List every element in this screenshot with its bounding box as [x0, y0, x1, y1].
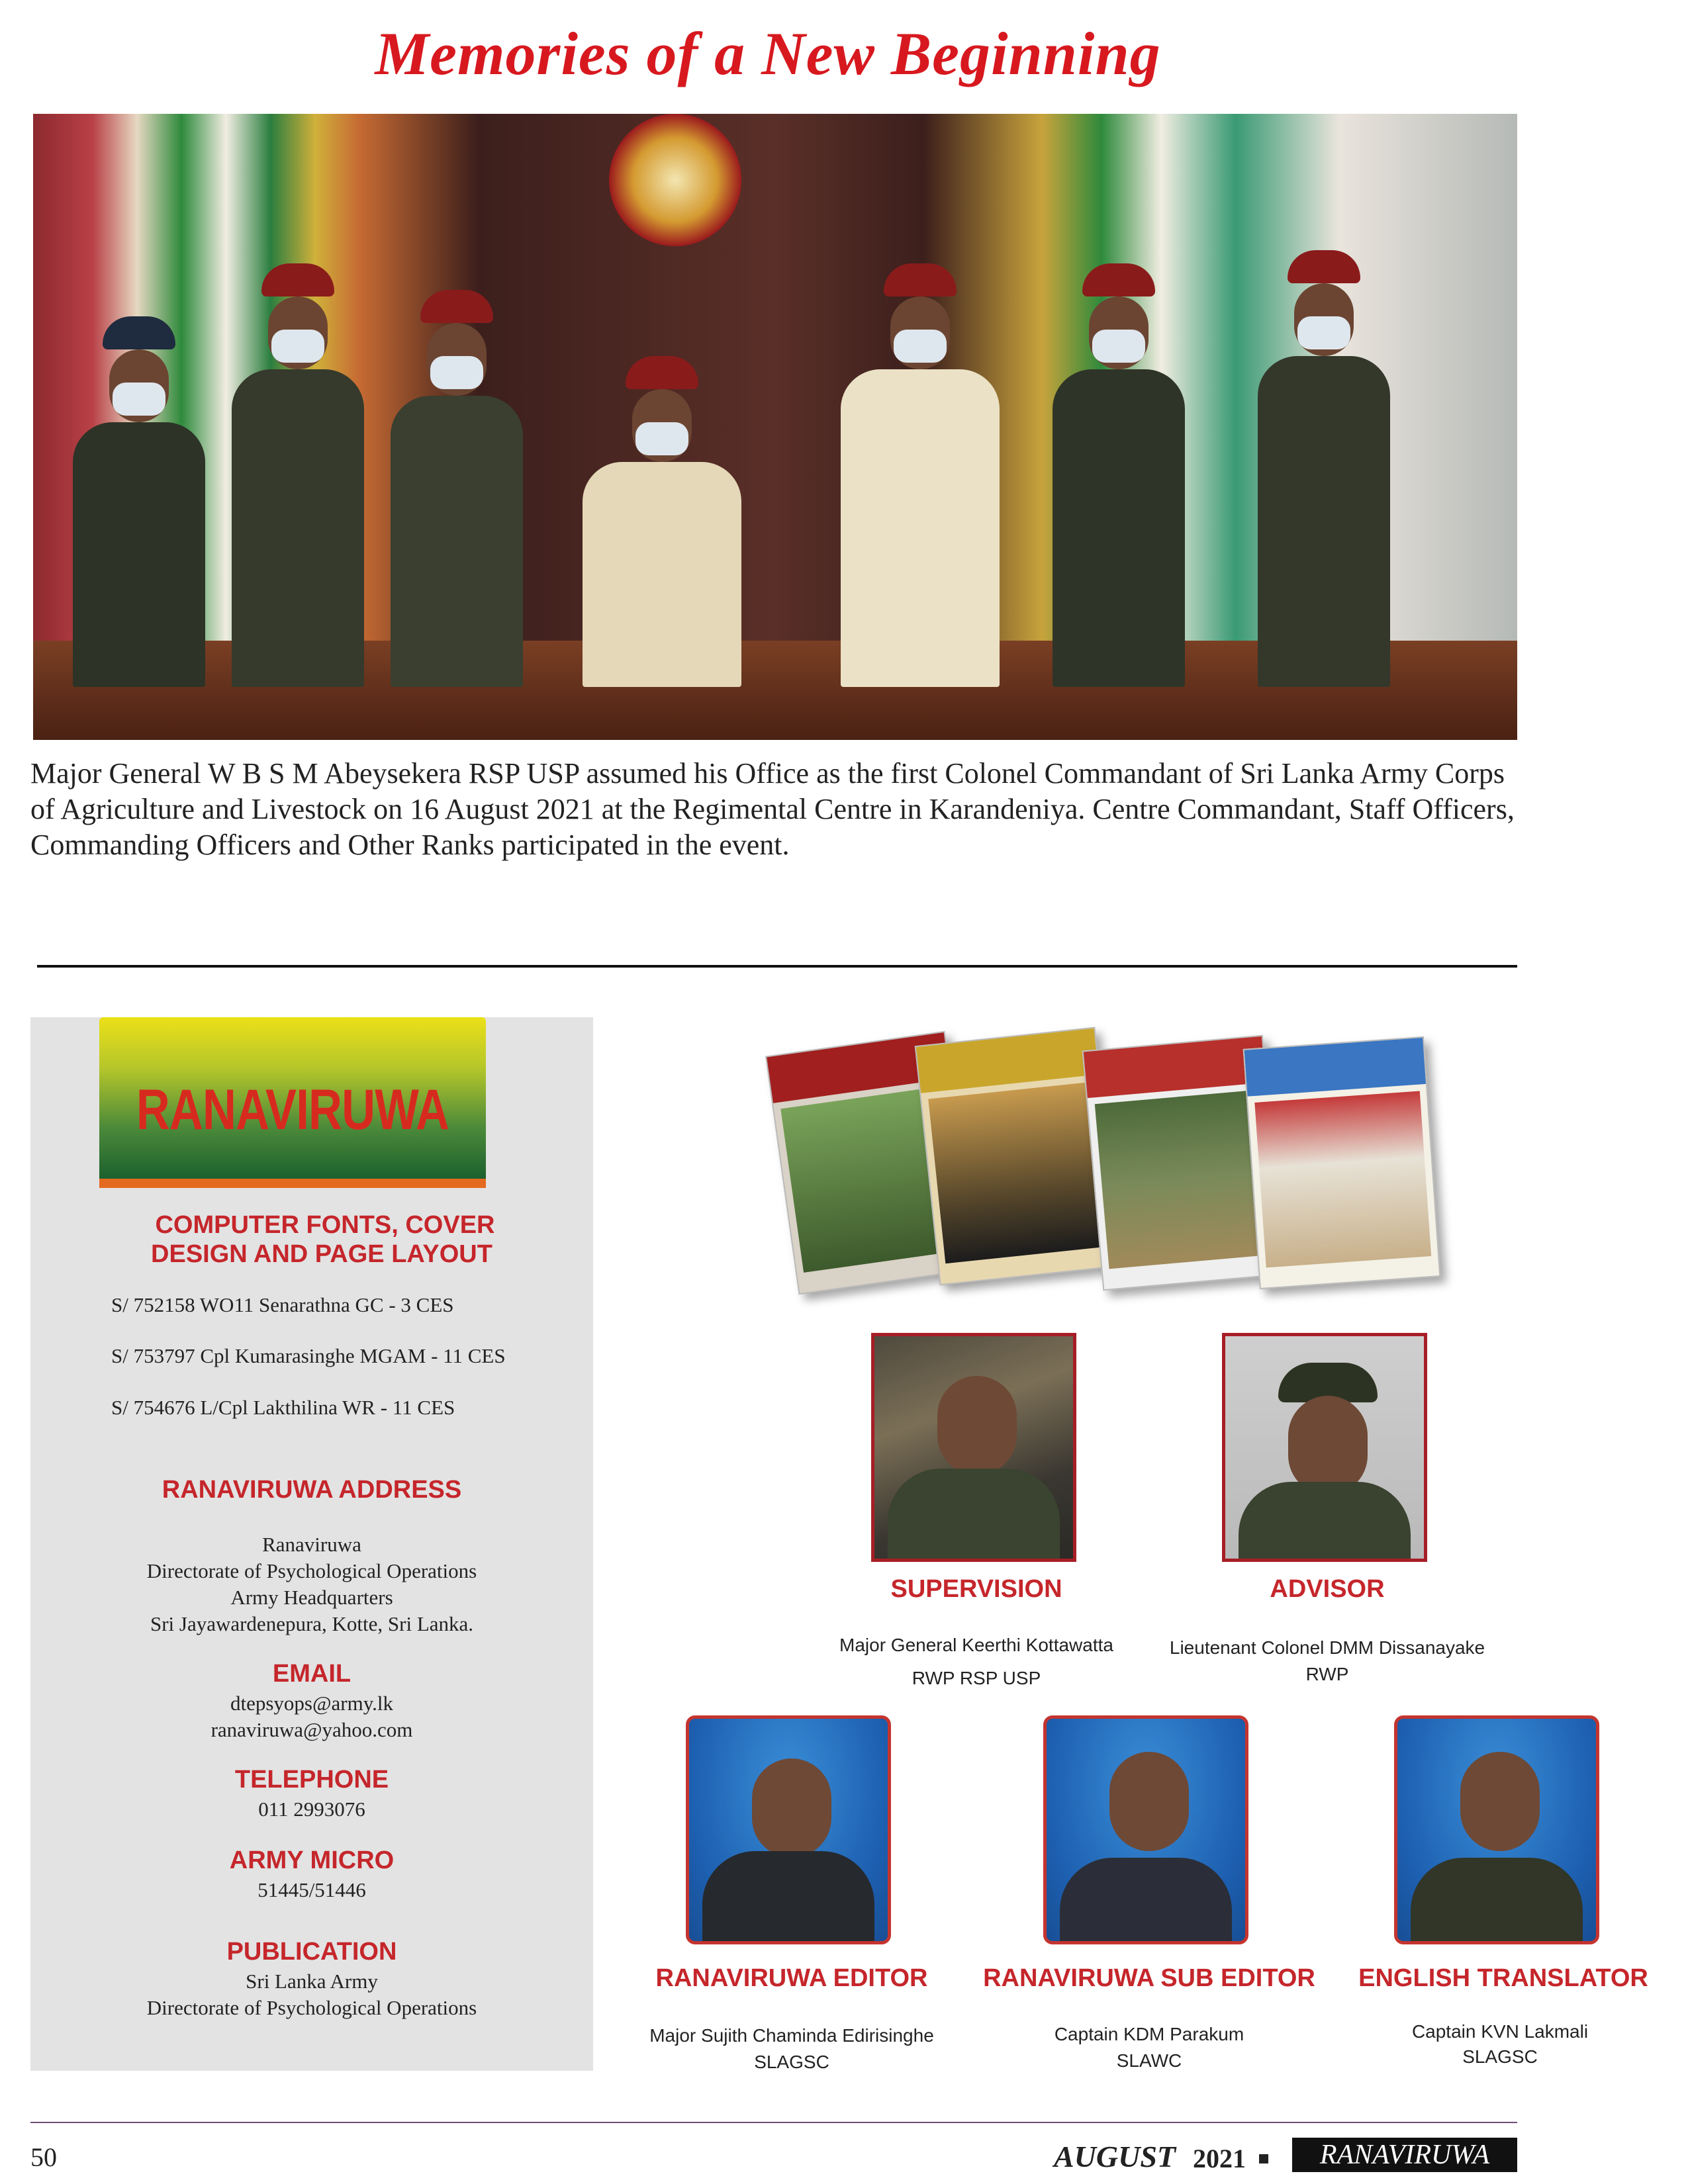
address-line: Army Headquarters	[230, 1586, 393, 1609]
credits-heading-line2: DESIGN AND PAGE LAYOUT	[151, 1240, 492, 1268]
logo-underline	[99, 1179, 486, 1188]
email-address[interactable]: dtepsyops@army.lk	[230, 1692, 394, 1715]
address-heading: RANAVIRUWA ADDRESS	[162, 1476, 462, 1504]
army-micro-heading: ARMY MICRO	[229, 1846, 395, 1874]
officer-figure	[391, 290, 523, 687]
photo-caption: Major General W B S M Abeysekera RSP USP assumed his Office as the first Colonel Commandant of Sri Lanka Army Corps of Agriculture and Livestock on 16 August 2021 at the Regimental Centre in Karandeniya. Centre Commandant, Staff Officers, Commanding Officers and Other Ranks participated in the event.	[30, 757, 1515, 861]
section-divider	[37, 965, 1517, 968]
army-micro-number: 51445/51446	[258, 1878, 366, 1901]
officer-figure	[1053, 263, 1185, 687]
supervisor-portrait	[871, 1333, 1076, 1562]
officer-figure	[232, 263, 364, 687]
staff-name-suffix: SLAGSC	[1462, 2046, 1538, 2067]
staff-name: Captain KDM Parakum	[1054, 2024, 1244, 2044]
square-bullet-icon	[1259, 2154, 1268, 2163]
staff-name-suffix: SLAWC	[1116, 2050, 1182, 2071]
publication-line: Directorate of Psychological Operations	[146, 1996, 477, 2019]
staff-name-suffix: SLAGSC	[754, 2052, 829, 2072]
staff-name: Major General Keerthi Kottawatta	[839, 1635, 1113, 1655]
staff-name: Lieutenant Colonel DMM Dissanayake	[1169, 1637, 1485, 1658]
address-line: Ranaviruwa	[262, 1533, 361, 1556]
role-title: RANAVIRUWA SUB EDITOR	[983, 1964, 1315, 1992]
footer-brand: RANAVIRUWA	[1292, 2138, 1517, 2172]
crest-emblem	[609, 114, 741, 246]
translator-portrait	[1394, 1715, 1599, 1944]
footer-divider	[30, 2122, 1517, 2123]
email-address[interactable]: ranaviruwa@yahoo.com	[211, 1718, 413, 1741]
officer-figure	[583, 356, 741, 687]
telephone-heading: TELEPHONE	[234, 1766, 389, 1794]
staff-name-suffix: RWP RSP USP	[912, 1668, 1041, 1688]
address-line: Directorate of Psychological Operations	[146, 1559, 477, 1582]
officer-figure	[73, 316, 205, 687]
advisor-portrait	[1222, 1333, 1427, 1562]
role-title: RANAVIRUWA EDITOR	[655, 1964, 928, 1992]
staff-name: Major Sujith Chaminda Edirisinghe	[649, 2025, 934, 2046]
publication-line: Sri Lanka Army	[246, 1970, 378, 1993]
issue-month: AUGUST	[1054, 2140, 1176, 2173]
magazine-covers	[774, 1029, 1516, 1294]
page-title: Memories of a New Beginning	[375, 20, 1161, 87]
role-title: ENGLISH TRANSLATOR	[1358, 1964, 1648, 1992]
role-title: ADVISOR	[1270, 1575, 1385, 1603]
credit-line: S/ 752158 WO11 Senarathna GC - 3 CES	[111, 1293, 454, 1316]
sub-editor-portrait	[1043, 1715, 1248, 1944]
credit-line: S/ 753797 Cpl Kumarasinghe MGAM - 11 CES	[111, 1344, 506, 1367]
publication-heading: PUBLICATION	[226, 1938, 397, 1966]
staff-name: Captain KVN Lakmali	[1411, 2021, 1589, 2042]
logo-text: RANAVIRUWA	[136, 1078, 449, 1142]
email-heading: EMAIL	[272, 1660, 352, 1688]
telephone-number: 011 2993076	[258, 1797, 365, 1821]
role-title: SUPERVISION	[890, 1575, 1062, 1603]
credits-heading-line1: COMPUTER FONTS, COVER	[155, 1211, 495, 1239]
address-line: Sri Jayawardenepura, Kotte, Sri Lanka.	[150, 1612, 474, 1635]
credit-line: S/ 754676 L/Cpl Lakthilina WR - 11 CES	[111, 1396, 455, 1419]
officer-figure	[841, 263, 1000, 687]
issue-year: 2021	[1193, 2144, 1246, 2173]
ceremony-photo	[33, 114, 1517, 740]
editor-portrait	[686, 1715, 891, 1944]
magazine-cover	[1243, 1036, 1441, 1289]
officer-figure	[1258, 250, 1390, 687]
page-number: 50	[30, 2142, 57, 2172]
staff-name-suffix: RWP	[1305, 1664, 1349, 1684]
